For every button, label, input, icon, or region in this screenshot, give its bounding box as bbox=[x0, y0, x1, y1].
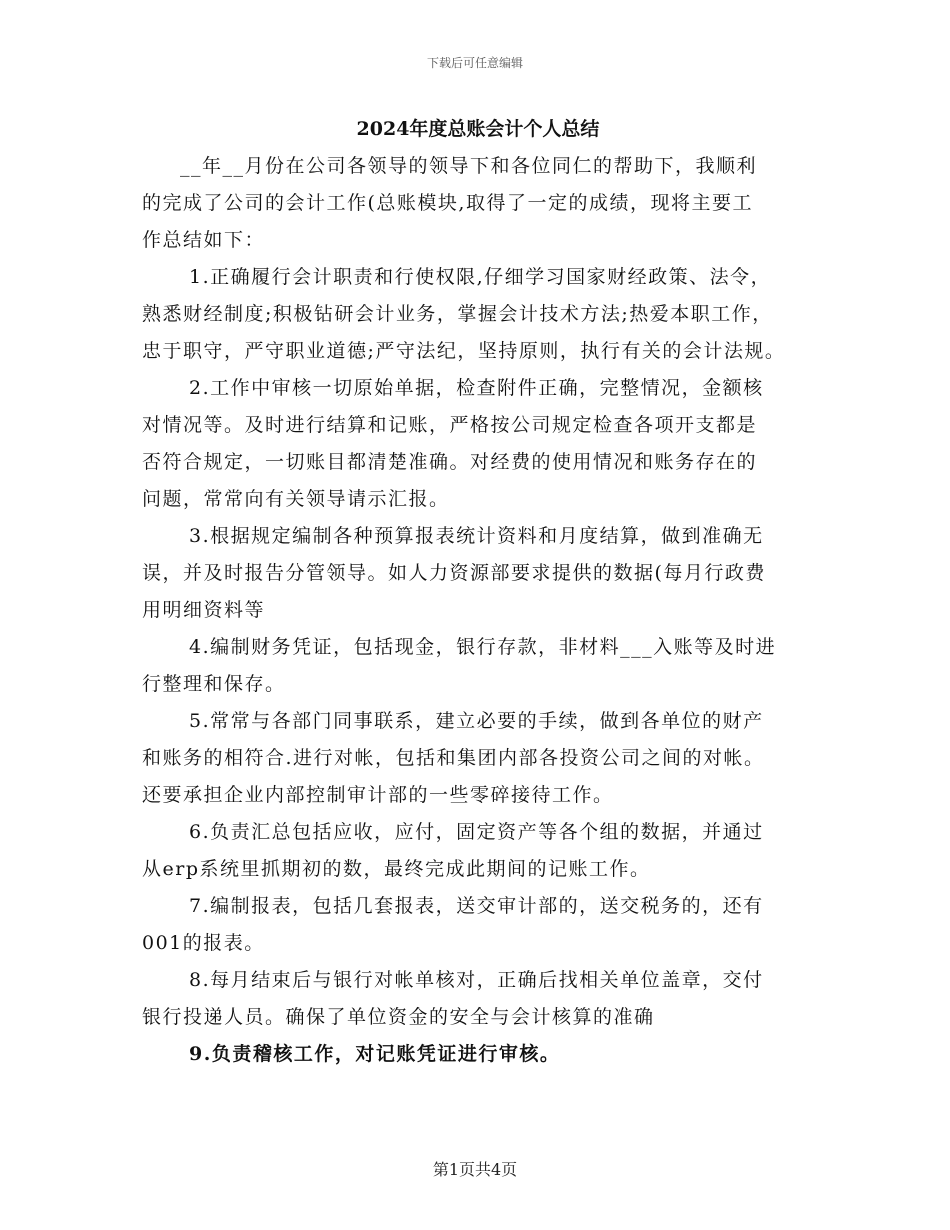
page-footer: 第1页共4页 bbox=[432, 1160, 518, 1179]
item-line: 对情况等。及时进行结算和记账，严格按公司规定检查各项开支都是 bbox=[142, 414, 758, 436]
item-line: 还要承担企业内部控制审计部的一些零碎接待工作。 bbox=[142, 784, 614, 806]
list-item-4 bbox=[142, 629, 812, 703]
list-item-2 bbox=[142, 370, 812, 518]
item-line: 1.正确履行会计职责和行使权限,仔细学习国家财经政策、法令， bbox=[189, 266, 772, 288]
intro-paragraph bbox=[142, 148, 812, 259]
list-item-5 bbox=[142, 703, 812, 814]
item-line: 5.常常与各部门同事联系，建立必要的手续，做到各单位的财产 bbox=[189, 710, 764, 732]
item-line: 4.编制财务凭证，包括现金，银行存款，非材料___入账等及时进 bbox=[189, 636, 777, 658]
item-line: 熟悉财经制度;积极钻研会计业务，掌握会计技术方法;热爱本职工作， bbox=[142, 303, 773, 325]
item-line: 001的报表。 bbox=[142, 932, 265, 954]
list-item-1 bbox=[142, 259, 812, 370]
item-line: 3.根据规定编制各种预算报表统计资料和月度结算，做到准确无 bbox=[189, 525, 764, 547]
list-item-6 bbox=[142, 814, 812, 888]
list-item-7 bbox=[142, 888, 812, 962]
item-line: 2.工作中审核一切原始单据，检查附件正确，完整情况，金额核 bbox=[189, 377, 764, 399]
item-line: 8.每月结束后与银行对帐单核对，正确后找相关单位盖章，交付 bbox=[189, 969, 764, 991]
item-line: 误，并及时报告分管领导。如人力资源部要求提供的数据(每月行政费 bbox=[142, 562, 766, 584]
page-header: 下载后可任意编辑 bbox=[426, 56, 523, 70]
list-item-8 bbox=[142, 962, 812, 1036]
item-line: 行整理和保存。 bbox=[142, 673, 286, 695]
item-line: 9.负责稽核工作，对记账凭证进行审核。 bbox=[189, 1043, 561, 1065]
item-line: 用明细资料等 bbox=[142, 599, 266, 621]
document-title: 2024年度总账会计个人总结 bbox=[356, 118, 600, 140]
item-line: 否符合规定，一切账目都清楚准确。对经费的使用情况和账务存在的 bbox=[142, 451, 758, 473]
item-line: 从erp系统里抓期初的数，最终完成此期间的记账工作。 bbox=[142, 858, 651, 880]
item-line: 问题，常常向有关领导请示汇报。 bbox=[142, 488, 450, 510]
item-line: 和账务的相符合.进行对帐，包括和集团内部各投资公司之间的对帐。 bbox=[142, 747, 765, 769]
list-item-9 bbox=[142, 1036, 812, 1073]
intro-line: 的完成了公司的会计工作(总账模块,取得了一定的成绩，现将主要工 bbox=[142, 192, 753, 214]
item-line: 7.编制报表，包括几套报表，送交审计部的，送交税务的，还有 bbox=[189, 895, 764, 917]
item-line: 6.负责汇总包括应收，应付，固定资产等各个组的数据，并通过 bbox=[189, 821, 764, 843]
intro-line: 作总结如下： bbox=[142, 229, 266, 251]
list-item-3 bbox=[142, 518, 812, 629]
item-line: 银行投递人员。确保了单位资金的安全与会计核算的准确 bbox=[142, 1006, 655, 1028]
intro-line: __年__月份在公司各领导的领导下和各位同仁的帮助下，我顺利 bbox=[180, 155, 758, 177]
document-body bbox=[142, 112, 812, 1073]
item-line: 忠于职守，严守职业道德;严守法纪，坚持原则，执行有关的会计法规。 bbox=[142, 340, 786, 362]
